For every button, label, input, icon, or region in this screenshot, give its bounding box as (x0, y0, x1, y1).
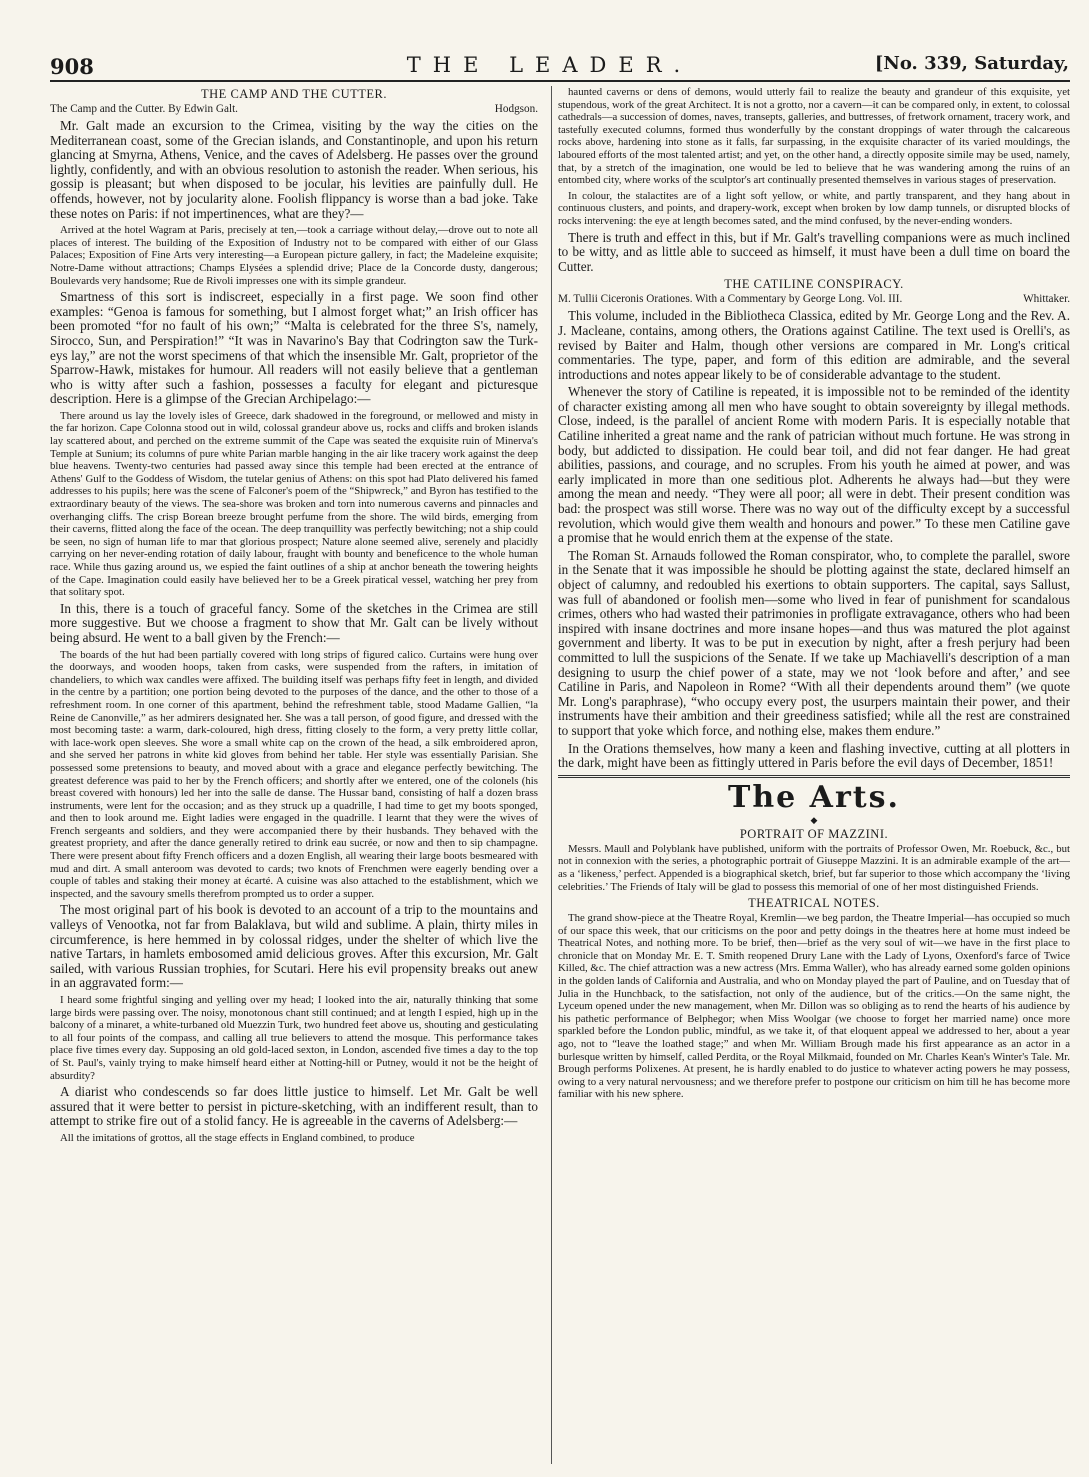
quote-block: There around us lay the lovely isles of Greece, dark shadowed in the foreground, or mellowed and misty in the far horizon. Cape Colonna stood out in wild, colossal grandeur above us, rocks and cliffs and broken islands lay scattered about, and perched on the extreme summit of the Cape was seated the exquisite ruin of Minerva's Temple at Sunium; its columns of pure white Parian marble hanging in the air like tracery work against the deep blue heavens. Twenty-two centuries had passed away since this temple had been erected at the entrance of Athens' Gulf to the Goddess of Wisdom, the tutelar genius of Athens: on this spot had Plato delivered his famed addresses to his pupils; here was the scene of Falconer's poem of the “Shipwreck,” and Byron has testified to the extraordinary beauty of the views. The sea-shore was broken and torn into numerous caverns and pinnacles and overhanging cliffs. The crisp Borean breeze brought perfume from the shore. The wild birds, emerging from their caverns, flitted along the face of the ocean. The deep tranquillity was perfectly bewitching; not a ship could be seen, no sign of human life to mar that glorious prospect; Nature alone seemed alive, serenely and placidly carrying on her never-ending rotation of daily labour, fraught with bounty and beneficence to the whole human race. While thus gazing around us, we espied the faint outlines of a ship at anchor beneath the towering heights of the Cape. Imagination could easily have believed her to be a Greek piratical vessel, watching her prey from that solitary spot. (50, 409, 538, 599)
section-divider (558, 775, 1070, 778)
book-title: M. Tullii Ciceronis Orationes. With a Commentary by George Long. Vol. III. (558, 293, 903, 306)
article-subtitle (50, 103, 538, 116)
paragraph: There is truth and effect in this, but if Mr. Galt's travelling companions were as much inclined to be witty, and as little able to succeed as himself, it must have been a dull time on board the Cutter. (558, 229, 1070, 274)
paragraph: A diarist who condescends so far does little justice to himself. Let Mr. Galt be well assured that it were better to persist in picture-sketching, with an indifferent result, than to attempt to strike fire out of a stolid fancy. He is agreeable in the caverns of Adelsberg:— (50, 1084, 538, 1129)
paragraph: The grand show-piece at the Theatre Royal, Kremlin—we beg pardon, the Theatre Imperial—has occupied so much of our space this week, that our criticisms on the poor and petty doings in the theatres here at home must indeed be Theatrical Notes, and nothing more. To be brief, then—brief as the very soul of wit—we have in the first place to chronicle that on Monday Mr. E. T. Smith reopened Drury Lane with the Lady of Lyons, Oxenford's farce of Twice Killed, &c. The chief attraction was a new actress (Mrs. Emma Waller), who has already earned some golden opinions in the golden lands of California and Australia, and who on Monday played the part of Pauline, and on Tuesday that of Julia in the Hunchback, to the satisfaction, not only of the audience, but of the critics.—On the same night, the Lyceum opened under the new management, when Mr. Dillon was so obliging as to rend the hearts of his audience by his pathetic performance of Belphegor; when Miss Woolgar (we choose to forget her married name) once more sparkled before the London public, mindful, as we take it, of that eloquent appeal we addressed to her, about a year ago, not to “leave the loathed stage;” and when Mr. William Brough made his first appearance as an actor in a burlesque written by himself, called Perdita, or the Royal Milkmaid, founded on Mr. Charles Kean's Winter's Tale. Mr. Brough performs Polixenes. At present, he is hardly enabled to do justice to whatever acting powers he may possess, owing to a very natural nervousness; and we therefore prefer to postpone our criticism on him till he has become more familiar with his new sphere. (558, 912, 1070, 1101)
masthead (30, 8, 1069, 78)
left-column (50, 86, 538, 1464)
article-heading-theatrical: THEATRICAL NOTES. (748, 896, 880, 911)
article-heading-mazzini: PORTRAIT OF MAZZINI. (739, 826, 889, 841)
paragraph: Whenever the story of Catiline is repeated, it is impossible not to be reminded of the identity of character existing among all men who have sought to obtain sovereignty by illegal methods. Close, indeed, is the parallel of ancient Rome with modern Paris. It is especially notable that Catiline inherited a great name and the rank of patrician without much fortune. He was strong in body, but addicted to dissipation. He could bear toil, and did not fear danger. He had great abilities, passions, and courage, and no scruples. From his youth he aimed at power, and was early implicated in more than one seditious plot. Adherents he always had—but they were among the mean and needy. “They were all poor; all were in debt. Their present condition was bad: the prospect was still worse. There was no way out of the difficulty except by a successful revolution, which would give them wealth and honours and power.” To these men Catiline gave a promise that he would enrich them at the expense of the state. (558, 384, 1070, 546)
paragraph: This volume, included in the Bibliotheca Classica, edited by Mr. George Long and the Rev. A. J. Macleane, contains, among others, the Orations against Catiline. The text used is Orelli's, as revised by Baiter and Halm, though other versions are compared in Mr. Long's critical commentaries. The type, paper, and form of this edition are admirable, and the several introductions and notes appear likely to be of considerable advantage to the student. (558, 308, 1070, 382)
paragraph: In the Orations themselves, how many a keen and flashing invective, cutting at all plotters in the dark, might have been as fittingly uttered in Paris before the evil days of December, 1851! (558, 740, 1070, 771)
quote-block: The boards of the hut had been partially covered with long strips of figured calico. Curtains were hung over the doorways, and wooden hoops, taken from casks, were suspended from the rafters, in imitation of chandeliers, to which wax candles were affixed. The building itself was perhaps fifty feet in length, and divided in the centre by a partition; one portion being devoted to the purposes of the dance, and the other to those of a refreshment room. In one corner of this apartment, behind the refreshment table, stood Madame Gallien, “la Reine de Canonville,” as her admirers designated her. She was a tall person, of good figure, and dressed with the most becoming taste: a warm, dark-coloured, high dress, fitting closely to the form, a very pretty little collar, with lace-work open sleeves. She wore a small white cap on the crown of the head, a silk embroidered apron, and she served her patrons in white kid gloves from behind her table. Her style was essentially Parisian. She possessed some pretensions to beauty, and moved about with a grace and elegance perfectly bewitching. The greatest deference was paid to her by the French officers; and shortly after we entered, one of the colonels (his breast covered with honours) led her into the salle de danse. The Hussar band, consisting of half a dozen brass instruments, were lent for the occasion; and as they struck up a quadrille, I had time to get my boots sponged, and then to look around me. Eight ladies were engaged in the quadrille. I learnt that they were the wives of French sergeants and soldiers, and they were accompanied there by their husbands. They behaved with the greatest propriety, and after the dance generally retired to drink eau sucrée, or now and then to sip champagne. There were present about fifty French officers and a dozen English, all wearing their large boots besmeared with mud and dirt. A small anteroom was devoted to cards; two knots of Frenchmen were eagerly bending over a couple of tables and staking their money at écarté. A cuisine was also attached to the establishment, which we inspected, and the savoury smells therefrom prompted us to order a supper. (50, 648, 538, 900)
paragraph: Mr. Galt made an excursion to the Crimea, visiting by the way the cities on the Mediterranean coast, some of the Grecian islands, and Constantinople, and upon his return glancing at Smyrna, Athens, Venice, and the caves of Adelsberg. He passes over the ground lightly, confidently, and with an obvious resolution to astonish the reader. When serious, his gossip is pleasant; but when disposed to be jocular, his levities are painfully dull. He offends, however, not by jocularity alone. Foolish flippancy is worse than a bad joke. Take these notes on Paris: if not impertinences, what are they?— (50, 118, 538, 221)
paragraph: Messrs. Maull and Polyblank have published, uniform with the portraits of Professor Owen, Mr. Roebuck, &c., but not in connexion with the series, a photographic portrait of Giuseppe Mazzini. It is an admirable example of the art—as a ‘likeness,’ perfect. Appended is a biographical sketch, brief, but far superior to those which accompany the ‘living celebrities.’ The Friends of Italy will be glad to possess this memorial of one of her most distinguished Friends. (558, 842, 1070, 893)
right-column (551, 86, 1070, 1464)
quote-block: All the imitations of grottos, all the stage effects in England combined, to produce (60, 1131, 415, 1144)
newspaper-title: THE LEADER. (406, 53, 693, 77)
publisher: Hodgson. (494, 103, 538, 115)
article-subtitle (558, 293, 1070, 306)
quote-block: I heard some frightful singing and yelling over my head; I looked into the air, naturally thinking that some large birds were passing over. The noisy, monotonous chant still continued; and at length I espied, high up in the balcony of a minaret, a white-turbaned old Muezzin Turk, two hundred feet above us, shouting and gesticulating to all four points of the compass, and calling all true believers to attend the mosque. This performance takes place five times every day. Supposing an old gold-laced sexton, in London, ascended five times a day to the top of St. Paul's, vainly trying to make himself heard either at Notting-hill or Putney, would it not be the height of absurdity? (50, 994, 538, 1082)
paragraph: Smartness of this sort is indiscreet, especially in a first page. We soon find other examples: “Genoa is famous for something, but I almost forget what;” an Irish officer has been promoted “for no fault of his own;” “Malta is celebrated for the three S's, namely, Sirocco, Sun, and Perspiration!” “It was in Navarino's Bay that Codrington saw the Turk-eys lay,” are not the worst specimens of that which the insensible Mr. Galt, proprietor of the Sparrow-Hawk, mistakes for humour. All readers will not easily believe that a gentleman who is witty after such a fashion, possesses a faculty for elegant and picturesque description. Here is a glimpse of the Grecian Archipelago:— (50, 289, 538, 407)
quote-block: haunted caverns or dens of demons, would utterly fail to realize the beauty and grandeur of this exquisite, yet stupendous, work of the great Architect. It is not a grotto, nor a cavern—it can be compared only, in extent, to colossal cathedrals—a succession of domes, naves, transepts, galleries, and buttresses, of fretwork ornament, tracery work, and tastefully executed columns, formed thus wonderfully by the constant droppings of water through the calcareous rocks above, hardening into stone as it falls, far surpassing, in the exquisite character of its varied mouldings, the laboured efforts of the most talented artist; and yet, on the other hand, a directly opposite simile may be used, namely, that, by a stretch of the imagination, one would be led to believe that he was wandering among the ruins of an entombed city, where works of the sculptor's art continually presented themselves in various stages of preservation. (558, 86, 1070, 187)
ornament-icon: ◆ (810, 814, 818, 825)
quote-block: Arrived at the hotel Wagram at Paris, precisely at ten,—took a carriage without delay,—drove out to note all places of interest. The building of the Exposition of Industry not to be compared with either of our Glass Palaces; Exposition of Fine Arts very interesting—a European picture gallery, in fact; the Madeleine exquisite; Notre-Dame without attractions; Champs Elysées a splendid drive; Place de la Concorde dusty, dangerous; Boulevards very handsome; Rue de Rivoli impresses one with its simple grandeur. (50, 224, 538, 287)
masthead-rule (50, 80, 1070, 82)
article-heading-catiline: THE CATILINE CONSPIRACY. (724, 277, 904, 292)
paragraph: The Roman St. Arnauds followed the Roman conspirator, who, to complete the parallel, swore in the Senate that it was impossible he should be plotting against the state, declared himself an object of calumny, and redoubled his exertions to obtain supporters. The capital, says Sallust, was full of abandoned or foolish men—some who lived in fear of punishment for scandalous crimes, others who had wasted their patrimonies in profligate extravagance, others who had been inspired with insane doctrines and more insane hopes—and thus was matured the plot against government and liberty. It was to be put in execution by night, after a fresh perjury had been committed to lull the suspicions of the Senate. If we take up Machiavelli's description of a man designing to usurp the chief power of a state, may we not ‘look before and after,’ and see Catiline in Paris, and Napoleon in Rome? “With all their dependents around them” (we quote Mr. Long's paraphrase), “who occupy every post, the usurpers maintain their power, and their instruments have their ambition and their greediness satisfied; while all the rest are constrained to support that yoke which force, and nothing else, makes them endure.” (558, 547, 1070, 738)
section-title-arts: The Arts. (728, 779, 900, 815)
paragraph: In this, there is a touch of graceful fancy. Some of the sketches in the Crimea are still more suggestive. But we choose a fragment to show that Mr. Galt can be lively without being absurd. He went to a ball given by the French:— (50, 600, 538, 645)
quote-block: In colour, the stalactites are of a light soft yellow, or white, and partly transparent, and they hang about in continuous clusters, and points, and drapery-work, except when broken by low damp tunnels, or disrupted blocks of rocks intervening: the eye at length becomes sated, and the mind confused, by the never-ending wonders. (558, 189, 1070, 227)
issue-label: [No. 339, Saturday, (874, 53, 1069, 74)
paragraph: The most original part of his book is devoted to an account of a trip to the mountains and valleys of Venootka, not far from Balaklava, but wild and sublime. A plain, thirty miles in circumference, is here hemmed in by colossal ridges, under the shelter of which live the native Tartars, in hamlets embosomed amid delicious groves. After this excursion, Mr. Galt sailed, with various Russian trophies, for Scutari. Here his evil propensity breaks out anew in an aggravated form:— (50, 902, 538, 991)
publisher: Whittaker. (1023, 293, 1070, 306)
book-title: The Camp and the Cutter. By Edwin Galt. (50, 103, 238, 115)
page-number: 908 (50, 54, 94, 79)
article-heading-camp-cutter: THE CAMP AND THE CUTTER. (201, 87, 387, 101)
